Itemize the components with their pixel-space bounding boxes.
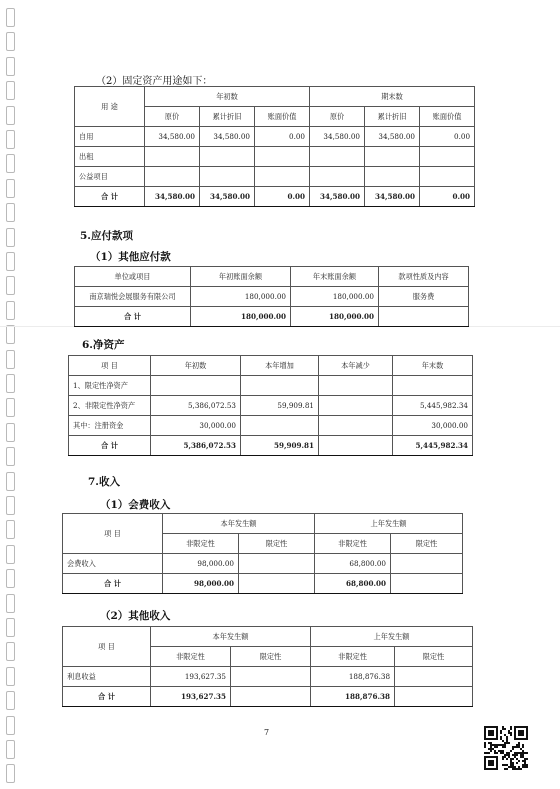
col-header: 本年减少 (319, 356, 393, 376)
item-header: 项 目 (63, 627, 151, 667)
row-label: 自用 (75, 127, 145, 147)
current-year-header: 本年发生额 (151, 627, 311, 647)
payables-heading: 5.应付款项 (80, 230, 133, 242)
binding-hole (6, 301, 15, 320)
row-label: 其中：注册资金 (69, 416, 151, 436)
binding-hole (6, 179, 15, 198)
row-label: 利息收益 (63, 667, 151, 687)
binding-hole (6, 57, 15, 76)
binding-hole (6, 81, 15, 100)
binding-hole (6, 252, 15, 271)
col-header: 项 目 (69, 356, 151, 376)
total-cell: 188,876.38 (311, 687, 395, 707)
income-heading: 7.收入 (88, 476, 120, 488)
cell: 34,580.00 (200, 127, 255, 147)
cell: 南京瑞悦会展服务有限公司 (75, 287, 191, 307)
net-assets-heading: 6.净资产 (82, 339, 125, 351)
binding-hole (6, 228, 15, 247)
cell: 188,876.38 (311, 667, 395, 687)
binding-hole (6, 423, 15, 442)
total-row (63, 574, 463, 594)
total-row (63, 687, 473, 707)
cell: 5,445,982.34 (393, 396, 473, 416)
binding-hole (6, 618, 15, 637)
col-header: 累计折旧 (365, 107, 420, 127)
cell: 180,000.00 (191, 287, 291, 307)
table-row (63, 554, 463, 574)
binding-hole (6, 447, 15, 466)
cell: 30,000.00 (151, 416, 241, 436)
previous-year-header: 上年发生额 (315, 514, 463, 534)
total-cell: 180,000.00 (291, 307, 379, 327)
other-income-table (62, 626, 473, 707)
binding-hole (6, 398, 15, 417)
fee-income-heading: （1）会费收入 (100, 499, 171, 511)
cell: 193,627.35 (151, 667, 231, 687)
row-label: 会费收入 (63, 554, 163, 574)
col-header: 账面价值 (420, 107, 475, 127)
binding-hole (6, 350, 15, 369)
binding-hole (6, 472, 15, 491)
total-cell: 34,580.00 (200, 187, 255, 207)
cell: 34,580.00 (310, 127, 365, 147)
table-row (69, 416, 473, 436)
total-cell: 180,000.00 (191, 307, 291, 327)
cell: 180,000.00 (291, 287, 379, 307)
binding-hole (6, 691, 15, 710)
total-label: 合 计 (63, 687, 151, 707)
table-row (63, 667, 473, 687)
other-payables-heading: （1）其他应付款 (90, 251, 171, 263)
row-label: 公益项目 (75, 167, 145, 187)
col-header: 款项性质及内容 (379, 267, 469, 287)
table-row (75, 167, 475, 187)
total-label: 合 计 (69, 436, 151, 456)
net-assets-table (68, 355, 473, 456)
table-row (75, 127, 475, 147)
col-header: 年初数 (151, 356, 241, 376)
cell: 30,000.00 (393, 416, 473, 436)
total-cell: 59,909.81 (241, 436, 319, 456)
fixed-assets-heading: （2）固定资产用途如下： (96, 76, 213, 87)
table-row (69, 376, 473, 396)
col-header: 年初账面余额 (191, 267, 291, 287)
total-cell: 0.00 (420, 187, 475, 207)
col-header: 本年增加 (241, 356, 319, 376)
total-cell: 0.00 (255, 187, 310, 207)
binding-hole (6, 276, 15, 295)
row-label: 1、限定性净资产 (69, 376, 151, 396)
previous-year-header: 上年发生额 (311, 627, 473, 647)
binding-hole (6, 642, 15, 661)
total-cell: 34,580.00 (365, 187, 420, 207)
col-header: 非限定性 (311, 647, 395, 667)
col-header: 限定性 (391, 534, 463, 554)
total-label: 合 计 (75, 187, 145, 207)
binding-hole (6, 374, 15, 393)
binding-hole (6, 496, 15, 515)
total-cell: 5,445,982.34 (393, 436, 473, 456)
binding-hole (6, 740, 15, 759)
binding-hole (6, 106, 15, 125)
use-header: 用 途 (75, 87, 145, 127)
total-row (75, 307, 469, 327)
other-income-heading: （2）其他收入 (100, 610, 171, 622)
binding-hole (6, 569, 15, 588)
binding-hole (6, 520, 15, 539)
col-header: 年末账面余额 (291, 267, 379, 287)
total-row (75, 187, 475, 207)
total-cell: 98,000.00 (163, 574, 239, 594)
binding-hole (6, 130, 15, 149)
cell: 服务费 (379, 287, 469, 307)
col-header: 非限定性 (151, 647, 231, 667)
total-label: 合 计 (63, 574, 163, 594)
binding-hole (6, 325, 15, 344)
binding-edge (0, 0, 20, 789)
col-header: 非限定性 (163, 534, 239, 554)
cell: 0.00 (255, 127, 310, 147)
year-begin-header: 年初数 (145, 87, 310, 107)
total-row (69, 436, 473, 456)
binding-hole (6, 716, 15, 735)
table-row (75, 287, 469, 307)
binding-hole (6, 32, 15, 51)
binding-hole (6, 667, 15, 686)
total-label: 合 计 (75, 307, 191, 327)
col-header: 限定性 (239, 534, 315, 554)
qr-code-icon (484, 726, 528, 770)
item-header: 项 目 (63, 514, 163, 554)
binding-hole (6, 594, 15, 613)
table-row (69, 396, 473, 416)
fixed-assets-table (74, 86, 475, 207)
col-header: 非限定性 (315, 534, 391, 554)
total-cell: 34,580.00 (310, 187, 365, 207)
col-header: 单位或项目 (75, 267, 191, 287)
cell: 0.00 (420, 127, 475, 147)
current-year-header: 本年发生额 (163, 514, 315, 534)
cell: 59,909.81 (241, 396, 319, 416)
page-number: 7 (264, 728, 270, 737)
cell: 5,386,072.53 (151, 396, 241, 416)
col-header: 原价 (145, 107, 200, 127)
table-row (75, 147, 475, 167)
payables-table (74, 266, 469, 327)
col-header: 限定性 (395, 647, 473, 667)
binding-hole (6, 203, 15, 222)
cell: 68,800.00 (315, 554, 391, 574)
binding-hole (6, 545, 15, 564)
total-cell: 193,627.35 (151, 687, 231, 707)
row-label: 2、非限定性净资产 (69, 396, 151, 416)
total-cell: 34,580.00 (145, 187, 200, 207)
col-header: 账面价值 (255, 107, 310, 127)
cell: 34,580.00 (365, 127, 420, 147)
col-header: 限定性 (231, 647, 311, 667)
total-cell: 5,386,072.53 (151, 436, 241, 456)
binding-hole (6, 764, 15, 783)
col-header: 原价 (310, 107, 365, 127)
col-header: 累计折旧 (200, 107, 255, 127)
cell: 98,000.00 (163, 554, 239, 574)
fee-income-table (62, 513, 463, 594)
binding-hole (6, 8, 15, 27)
col-header: 年末数 (393, 356, 473, 376)
total-cell: 68,800.00 (315, 574, 391, 594)
cell: 34,580.00 (145, 127, 200, 147)
row-label: 出租 (75, 147, 145, 167)
binding-hole (6, 154, 15, 173)
year-end-header: 期末数 (310, 87, 475, 107)
